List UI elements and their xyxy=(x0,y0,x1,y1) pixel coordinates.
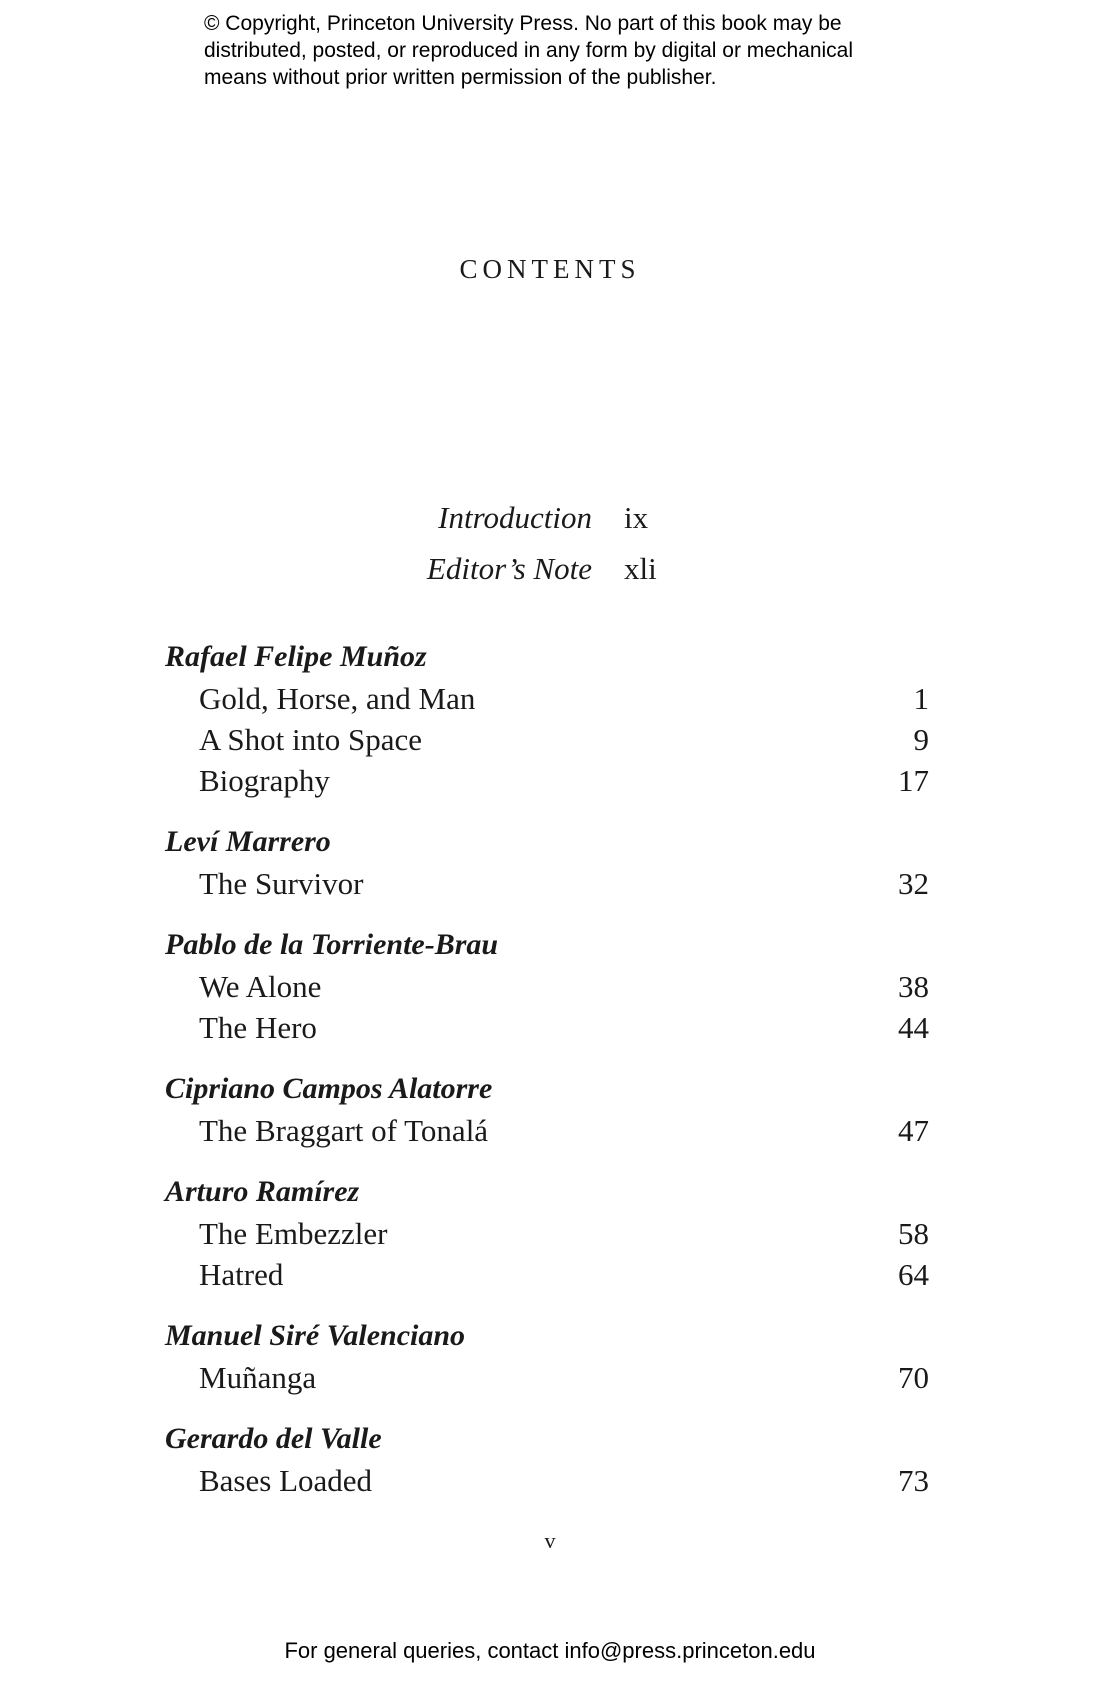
toc-entry[interactable] xyxy=(165,719,929,760)
toc-entry[interactable] xyxy=(165,966,929,1007)
entry-title: Bases Loaded xyxy=(199,1463,373,1498)
toc-entry[interactable] xyxy=(165,760,929,801)
copyright-notice xyxy=(204,10,924,91)
contents-heading: CONTENTS xyxy=(459,254,641,284)
toc-entry[interactable] xyxy=(165,1110,929,1151)
toc-entry[interactable] xyxy=(165,863,929,904)
entry-title: The Braggart of Tonalá xyxy=(199,1113,489,1148)
front-matter-item[interactable] xyxy=(0,551,1100,602)
toc-entry[interactable] xyxy=(165,1213,929,1254)
author-name: Pablo de la Torriente-Brau xyxy=(165,928,499,961)
author-group xyxy=(165,1418,929,1501)
table-of-contents xyxy=(165,636,929,1521)
author-name: Arturo Ramírez xyxy=(165,1175,360,1208)
entry-title: Muñanga xyxy=(199,1360,317,1395)
entry-title: We Alone xyxy=(199,969,322,1004)
toc-entry[interactable] xyxy=(165,1460,929,1501)
toc-entry[interactable] xyxy=(165,1007,929,1048)
author-group xyxy=(165,636,929,801)
entry-page: 9 xyxy=(913,722,929,757)
entry-page: 32 xyxy=(898,866,929,901)
toc-entry[interactable] xyxy=(165,1357,929,1398)
entry-page: 73 xyxy=(898,1463,929,1498)
entry-title: The Survivor xyxy=(199,866,364,901)
copyright-line: © Copyright, Princeton University Press. No part of this book may be xyxy=(204,12,842,35)
front-matter-page: xli xyxy=(624,551,657,586)
entry-title: The Hero xyxy=(199,1010,317,1045)
entry-title: Hatred xyxy=(199,1257,284,1292)
entry-page: 47 xyxy=(898,1113,929,1148)
author-group xyxy=(165,1171,929,1295)
entry-title: Gold, Horse, and Man xyxy=(199,681,476,716)
entry-page: 44 xyxy=(898,1010,929,1045)
author-name: Manuel Siré Valenciano xyxy=(165,1319,466,1352)
entry-page: 58 xyxy=(898,1216,929,1251)
page-number: v xyxy=(544,1528,556,1553)
author-name: Gerardo del Valle xyxy=(165,1422,382,1455)
entry-title: Biography xyxy=(199,763,330,798)
author-name: Leví Marrero xyxy=(165,825,331,858)
entry-page: 64 xyxy=(898,1257,929,1292)
toc-entry[interactable] xyxy=(165,678,929,719)
entry-page: 38 xyxy=(898,969,929,1004)
copyright-line: means without prior written permission of the publisher. xyxy=(204,66,717,89)
front-matter-page: ix xyxy=(624,500,649,535)
entry-title: The Embezzler xyxy=(199,1216,388,1251)
author-name: Rafael Felipe Muñoz xyxy=(165,640,427,673)
entry-title: A Shot into Space xyxy=(199,722,423,757)
author-group xyxy=(165,924,929,1048)
footer-contact: For general queries, contact info@press.princeton.edu xyxy=(284,1638,816,1663)
front-matter-label: Editor’s Note xyxy=(426,551,592,586)
front-matter-item[interactable] xyxy=(0,500,1100,551)
entry-page: 70 xyxy=(898,1360,929,1395)
front-matter-label: Introduction xyxy=(438,500,592,535)
front-matter-list xyxy=(0,500,1100,602)
author-group xyxy=(165,1315,929,1398)
toc-entry[interactable] xyxy=(165,1254,929,1295)
author-name: Cipriano Campos Alatorre xyxy=(165,1072,493,1105)
entry-page: 17 xyxy=(898,763,929,798)
copyright-line: distributed, posted, or reproduced in any form by digital or mechanical xyxy=(204,39,854,62)
author-group xyxy=(165,1068,929,1151)
entry-page: 1 xyxy=(913,681,929,716)
author-group xyxy=(165,821,929,904)
